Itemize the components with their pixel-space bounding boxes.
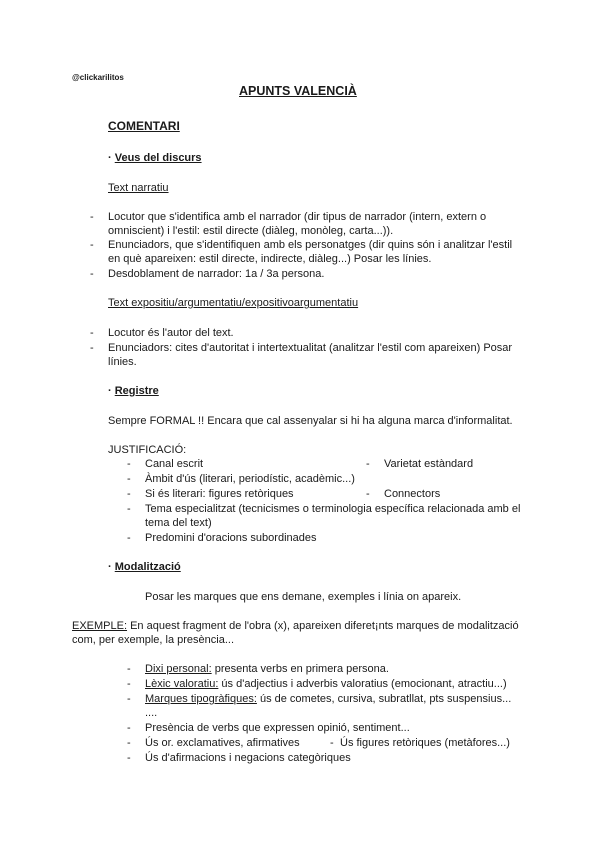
registre-tema-line-1: Tema especialitzat (tecnicismes o terminologia específica relacionada amb el (145, 503, 521, 515)
marca-tipografiques (145, 692, 511, 706)
heading-modalitzacio (108, 560, 181, 574)
marca-lexic-label: Lèxic valoratiu: (145, 678, 219, 690)
dash: - (127, 737, 131, 749)
registre-literari: Si és literari: figures retòriques (145, 488, 294, 500)
dash: - (127, 458, 131, 470)
marca-tipografiques-text: ús de cometes, cursiva, subratllat, pts suspensius... (256, 693, 512, 705)
registre-ambit: Àmbit d'ús (literari, periodístic, acadèmic...) (145, 473, 355, 485)
bullet: · (108, 152, 112, 164)
exemple-text-1: En aquest fragment de l'obra (x), apareixen diferet¡nts marques de modalització (127, 620, 519, 632)
bullet: · (108, 385, 112, 397)
registre-text: Sempre FORMAL !! Encara que cal assenyalar si hi ha alguna marca d'informalitat. (108, 415, 513, 427)
dash: - (127, 663, 131, 675)
registre-connectors: Connectors (384, 488, 441, 500)
dash: - (330, 737, 334, 749)
narratiu-item-1-line-2: omniscient) i l'estil: estil directe (diàleg, monòleg, carta...)). (108, 225, 394, 237)
dash: - (127, 752, 131, 764)
registre-predomini: Predomini d'oracions subordinades (145, 532, 317, 544)
dash: - (90, 239, 94, 251)
narratiu-item-3: Desdoblament de narrador: 1a / 3a persona. (108, 268, 325, 280)
marca-us-figures: Ús figures retòriques (metàfores...) (340, 737, 510, 749)
marca-lexic-text: ús d'adjectius i adverbis valoratius (emocionant, atractiu...) (218, 678, 507, 690)
marca-us-or: Ús or. exclamatives, afirmatives (145, 737, 300, 749)
registre-tema-line-2: tema del text) (145, 517, 212, 529)
brand-handle: @clickarilitos (72, 73, 124, 82)
exemple-line-1 (72, 619, 519, 633)
dash: - (366, 488, 370, 500)
registre-canal: Canal escrit (145, 458, 204, 470)
narratiu-item-2-line-1: Enunciadors, que s'identifiquen amb els personatges (dir quins són i analitzar l'estil (108, 239, 513, 251)
label-text-expositiu: Text expositiu/argumentatiu/expositivoargumentatiu (108, 297, 359, 309)
heading-registre (108, 384, 159, 398)
marca-tipografiques-cont: .... (145, 707, 158, 719)
expositiu-item-2-line-2: línies. (108, 356, 137, 368)
dash: - (127, 678, 131, 690)
exemple-label: EXEMPLE: (72, 620, 128, 632)
marca-afirmacions: Ús d'afirmacions i negacions categòriques (145, 752, 351, 764)
label-text-narratiu: Text narratiu (108, 182, 169, 194)
dash: - (90, 268, 94, 280)
dash: - (366, 458, 370, 470)
dash: - (127, 532, 131, 544)
dash: - (127, 503, 131, 515)
page-title: APUNTS VALENCIÀ (239, 84, 357, 98)
marca-dixi-text: presenta verbs en primera persona. (211, 663, 389, 675)
marca-dixi-label: Dixi personal: (145, 663, 212, 675)
narratiu-item-2-line-2: en què apareixen: estil directe, indirecte, diàleg...) Posar les línies. (108, 253, 432, 265)
expositiu-item-2-line-1: Enunciadors: cites d'autoritat i intertextualitat (analitzar l'estil com apareixen) Posar (108, 342, 513, 354)
dash: - (90, 342, 94, 354)
expositiu-item-1: Locutor és l'autor del text. (108, 327, 234, 339)
dash: - (127, 488, 131, 500)
section-comentari: COMENTARI (108, 119, 180, 133)
heading-registre-text: Registre (114, 385, 159, 397)
dash: - (90, 327, 94, 339)
bullet: · (108, 561, 112, 573)
dash: - (90, 211, 94, 223)
exemple-text-2: com, per exemple, la presència... (72, 634, 235, 646)
heading-veus-text: Veus del discurs (114, 152, 202, 164)
marca-presencia: Presència de verbs que expressen opinió, sentiment... (145, 722, 410, 734)
modalitzacio-text: Posar les marques que ens demane, exemples i línia on apareix. (145, 591, 462, 603)
justificacio-label: JUSTIFICACIÓ: (108, 444, 187, 456)
marca-lexic (145, 677, 507, 691)
dash: - (127, 722, 131, 734)
dash: - (127, 693, 131, 705)
registre-varietat: Varietat estàndard (384, 458, 474, 470)
marca-dixi (145, 662, 389, 676)
narratiu-item-1-line-1: Locutor que s'identifica amb el narrador (dir tipus de narrador (intern, extern o (108, 211, 487, 223)
dash: - (127, 473, 131, 485)
heading-modalitzacio-text: Modalització (114, 561, 181, 573)
heading-veus (108, 151, 202, 165)
marca-tipografiques-label: Marques tipogràfiques: (145, 693, 257, 705)
